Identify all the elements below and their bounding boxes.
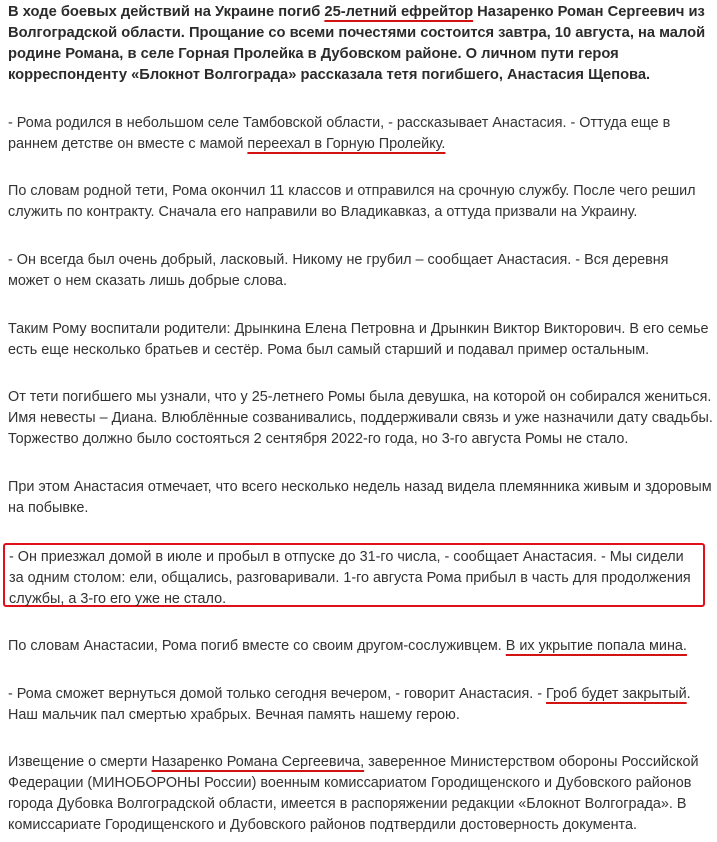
p8-text: По словам Анастасии, Рома погиб вместе со своим другом-сослуживцем.: [8, 638, 506, 654]
paragraph-7: - Он приезжал домой в июле и пробыл в отпуске до 31-го числа, - сообщает Анастасия. - Мы сидели за одним столом: ели, общались, разговаривали. 1-го августа Рома прибыл в часть для продолжения службы, а 3-го его уже не стало.: [9, 549, 691, 607]
paragraph-4: Таким Рому воспитали родители: Дрынкина Елена Петровна и Дрынкин Виктор Викторович. В его семье есть еще несколько братьев и сестёр. Рома был самый старший и подавал пример остальным.: [8, 321, 709, 358]
p9-text-pre: - Рома сможет вернуться домой только сегодня вечером, - говорит Анастасия. -: [8, 686, 547, 702]
highlighted-quote-box: [3, 543, 705, 607]
paragraph-10: [8, 752, 713, 836]
lead-text-pre: В ходе боевых действий на Украине погиб: [8, 4, 325, 20]
paragraph-9: [8, 684, 713, 726]
paragraph-8: [8, 636, 713, 657]
paragraph-2: По словам родной тети, Рома окончил 11 классов и отправился на срочную службу. После чего решил служить по контракту. Сначала его направили во Владикавказ, а оттуда призвали на Украину.: [8, 183, 696, 220]
paragraph-3: - Он всегда был очень добрый, ласковый. Никому не грубил – сообщает Анастасия. - Вся деревня может о нем сказать лишь добрые слова.: [8, 252, 669, 289]
p10-text-post: заверенное Министерством обороны Российской Федерации (МИНОБОРОНЫ России) военным комиссариатом Городищенского и Дубовского районов города Дубовка Волгоградской области, имеется в распоряжении редакции «Блокнот Волгограда». В комиссариате Городищенского и Дубовского районов подтвердили достоверность документа.: [8, 754, 699, 833]
p1-text: - Рома родился в небольшом селе Тамбовской области, - рассказывает Анастасия. - Оттуда еще в раннем детстве он вместе с мамой: [8, 115, 671, 152]
p10-highlight: Назаренко Романа Сергеевича,: [151, 754, 365, 770]
article-lead: [8, 2, 708, 86]
p8-highlight: В их укрытие попала мина.: [505, 638, 687, 654]
lead-highlight: 25-летний ефрейтор: [324, 4, 474, 20]
paragraph-1: [8, 113, 713, 155]
p9-text-post: . Наш мальчик пал смертью храбрых. Вечная память нашему герою.: [8, 686, 691, 723]
paragraph-6: При этом Анастасия отмечает, что всего несколько недель назад видела племянника живым и здоровым на побывке.: [8, 479, 712, 516]
p1-highlight: переехал в Горную Пролейку.: [247, 136, 446, 152]
paragraph-5: От тети погибшего мы узнали, что у 25-летнего Ромы была девушка, на которой он собирался жениться. Имя невесты – Диана. Влюблённые созванивались, поддерживали связь и уже назначили дату свадьбы. Торжество должно было состояться 2 сентября 2022-го года, но 3-го августа Ромы не стало.: [8, 389, 713, 447]
p10-text-pre: Извещение о смерти: [8, 754, 152, 770]
p9-highlight: Гроб будет закрытый: [546, 686, 687, 702]
lead-text-post: Назаренко Роман Сергеевич из Волгоградской области. Прощание со всеми почестями состоится завтра, 10 августа, на малой родине Романа, в селе Горная Пролейка в Дубовском районе. О личном пути героя корреспонденту «Блокнот Волгограда» рассказала тетя погибшего, Анастасия Щепова.: [8, 4, 706, 83]
